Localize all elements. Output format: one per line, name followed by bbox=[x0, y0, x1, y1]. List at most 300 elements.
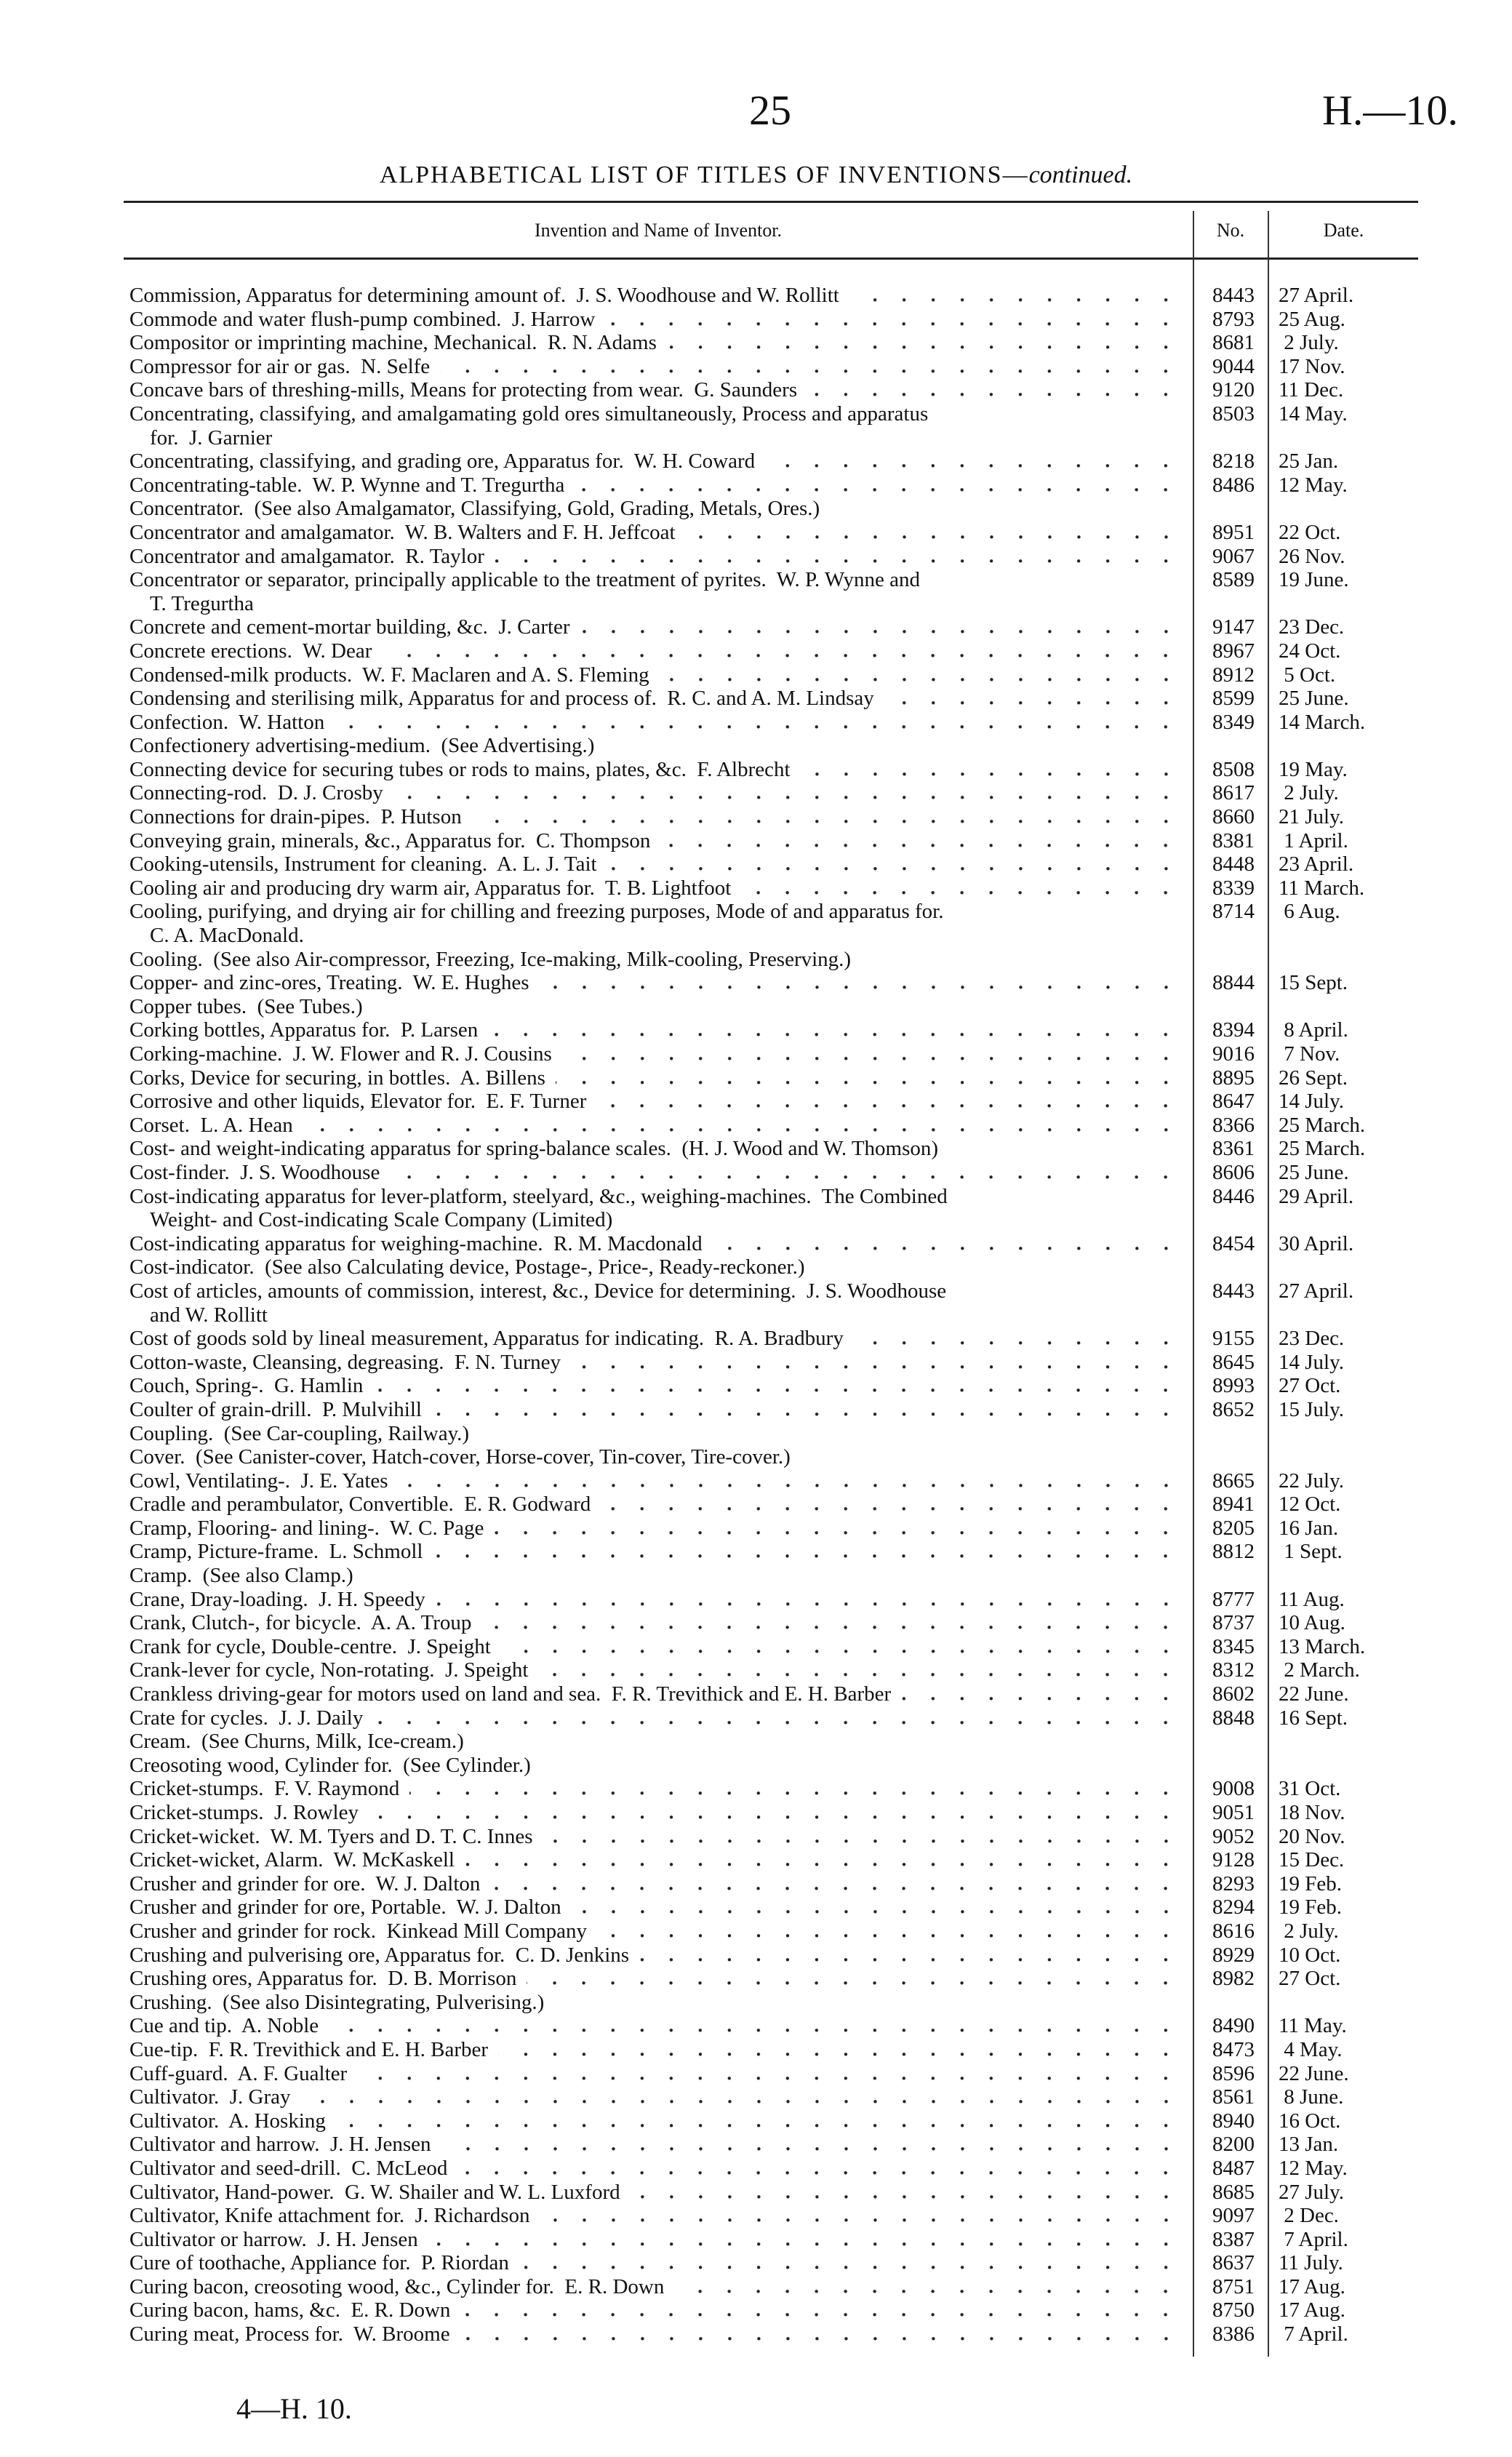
patent-number: 9051 bbox=[1212, 1801, 1255, 1824]
invention-text: Copper tubes. (See Tubes.) bbox=[129, 994, 363, 1018]
list-item bbox=[129, 1114, 1418, 1138]
patent-date: 15 Dec. bbox=[1279, 1848, 1345, 1872]
patent-date: 23 Dec. bbox=[1279, 1327, 1345, 1351]
list-item bbox=[129, 1517, 1418, 1541]
patent-number: 8737 bbox=[1212, 1611, 1255, 1635]
patent-date: 16 Jan. bbox=[1279, 1516, 1339, 1540]
list-item bbox=[129, 450, 1418, 474]
invention-text: Commission, Apparatus for determining amount of. J. S. Woodhouse and W. Rollitt bbox=[129, 284, 839, 307]
dot-leader bbox=[494, 1517, 1188, 1541]
list-item bbox=[129, 1018, 1418, 1042]
patent-date: 8 April. bbox=[1279, 1018, 1348, 1042]
invention-text: Cricket-wicket. W. M. Tyers and D. T. C. Innes bbox=[129, 1824, 533, 1848]
patent-date: 8 June. bbox=[1279, 2085, 1344, 2109]
inventions-list bbox=[129, 284, 1418, 2346]
invention-cell bbox=[129, 521, 1188, 545]
invention-text: Cultivator, Hand-power. G. W. Shailer and W. L. Luxford bbox=[129, 2180, 620, 2204]
patent-date: 27 July. bbox=[1279, 2180, 1344, 2204]
patent-number: 8660 bbox=[1212, 805, 1255, 829]
invention-cell bbox=[129, 1635, 1188, 1659]
patent-date: 12 May. bbox=[1279, 473, 1348, 497]
patent-date: 2 Dec. bbox=[1279, 2204, 1339, 2228]
patent-date: 16 Sept. bbox=[1279, 1706, 1348, 1730]
invention-cell bbox=[129, 2204, 1188, 2228]
invention-text: Connecting device for securing tubes or rods to mains, plates, &c. F. Albrecht bbox=[129, 757, 791, 781]
invention-cell bbox=[129, 1706, 1188, 1730]
patent-number: 8681 bbox=[1212, 331, 1255, 355]
patent-date: 11 Dec. bbox=[1279, 378, 1344, 402]
dot-leader bbox=[765, 450, 1188, 474]
list-item-continuation bbox=[129, 592, 1418, 616]
invention-text: Compressor for air or gas. N. Selfe bbox=[129, 354, 431, 378]
invention-text: C. A. MacDonald. bbox=[150, 924, 304, 948]
patent-date: 25 June. bbox=[1279, 687, 1349, 711]
invention-text: Cultivator. J. Gray bbox=[129, 2085, 291, 2109]
invention-cell bbox=[129, 308, 1188, 332]
dot-leader bbox=[488, 1018, 1188, 1042]
list-item-continuation bbox=[129, 1208, 1418, 1232]
invention-text: Corks, Device for securing, in bottles. A. Billens bbox=[129, 1066, 545, 1090]
patent-date: 7 April. bbox=[1279, 2227, 1348, 2251]
dot-leader bbox=[543, 1825, 1188, 1849]
dot-leader bbox=[571, 1351, 1188, 1375]
patent-number: 8685 bbox=[1212, 2180, 1255, 2204]
invention-cell bbox=[129, 1540, 1188, 1564]
patent-date: 18 Nov. bbox=[1279, 1801, 1345, 1824]
patent-date: 19 May. bbox=[1279, 757, 1348, 781]
invention-cell bbox=[129, 1872, 1188, 1896]
patent-number: 9016 bbox=[1212, 1042, 1255, 1066]
dot-leader bbox=[336, 2109, 1188, 2133]
invention-text: for. J. Garnier bbox=[150, 426, 273, 450]
list-item bbox=[129, 1255, 1418, 1279]
page-title bbox=[0, 161, 1512, 189]
invention-cell bbox=[129, 1895, 1188, 1919]
list-item bbox=[129, 1540, 1418, 1564]
invention-cell bbox=[129, 1090, 1188, 1114]
invention-text: Cultivator or harrow. J. H. Jensen bbox=[129, 2227, 418, 2251]
invention-cell bbox=[129, 450, 1188, 474]
list-item bbox=[129, 1611, 1418, 1635]
list-item bbox=[129, 1706, 1418, 1730]
list-item bbox=[129, 1374, 1418, 1398]
dot-leader bbox=[373, 1706, 1188, 1730]
list-item bbox=[129, 2204, 1418, 2228]
dot-leader bbox=[807, 378, 1188, 402]
invention-cell bbox=[129, 2109, 1188, 2133]
patent-number: 8647 bbox=[1212, 1090, 1255, 1114]
invention-text: Corking bottles, Apparatus for. P. Larsen bbox=[129, 1018, 479, 1042]
list-item bbox=[129, 1422, 1418, 1446]
invention-text: Creosoting wood, Cylinder for. (See Cylinder.) bbox=[129, 1753, 531, 1777]
patent-date: 25 March. bbox=[1279, 1137, 1366, 1161]
dot-leader bbox=[562, 1042, 1188, 1066]
patent-date: 25 June. bbox=[1279, 1160, 1349, 1184]
patent-date: 4 May. bbox=[1279, 2037, 1343, 2061]
dot-leader bbox=[540, 971, 1188, 995]
invention-cell bbox=[129, 758, 1188, 782]
invention-cell bbox=[150, 1208, 1188, 1232]
list-item bbox=[129, 1327, 1418, 1351]
patent-number: 8929 bbox=[1212, 1943, 1255, 1967]
list-item bbox=[129, 971, 1418, 995]
patent-number: 8387 bbox=[1212, 2227, 1255, 2251]
invention-cell bbox=[129, 852, 1188, 876]
patent-date: 1 Sept. bbox=[1279, 1540, 1343, 1564]
invention-cell bbox=[129, 1777, 1188, 1801]
patent-number: 8490 bbox=[1212, 2014, 1255, 2038]
patent-date: 22 Oct. bbox=[1279, 520, 1341, 544]
list-item bbox=[129, 2133, 1418, 2157]
patent-number: 8443 bbox=[1212, 1279, 1255, 1303]
dot-leader bbox=[556, 1066, 1188, 1090]
invention-cell bbox=[129, 805, 1188, 829]
patent-date: 22 June. bbox=[1279, 1682, 1349, 1706]
patent-date: 7 Nov. bbox=[1279, 1042, 1340, 1066]
invention-text: Cricket-stumps. F. V. Raymond bbox=[129, 1777, 400, 1801]
invention-cell bbox=[129, 1255, 1188, 1279]
invention-cell bbox=[129, 1754, 1188, 1778]
patent-number: 8665 bbox=[1212, 1469, 1255, 1493]
patent-date: 22 July. bbox=[1279, 1469, 1344, 1493]
invention-cell bbox=[129, 1042, 1188, 1066]
invention-cell bbox=[150, 924, 1188, 948]
list-item bbox=[129, 876, 1418, 900]
list-item bbox=[129, 1895, 1418, 1919]
invention-text: Crank for cycle, Double-centre. J. Speight bbox=[129, 1634, 491, 1658]
invention-cell bbox=[129, 2251, 1188, 2275]
list-item bbox=[129, 995, 1418, 1019]
invention-cell bbox=[129, 402, 1188, 426]
patent-date: 14 March. bbox=[1279, 710, 1366, 734]
invention-cell bbox=[150, 1303, 1188, 1327]
invention-text: Connections for drain-pipes. P. Hutson bbox=[129, 805, 462, 829]
list-item bbox=[129, 474, 1418, 498]
column-header-no: No. bbox=[1216, 220, 1245, 241]
invention-text: Cost-finder. J. S. Woodhouse bbox=[129, 1160, 380, 1184]
list-item bbox=[129, 2322, 1418, 2346]
invention-cell bbox=[129, 900, 1188, 924]
list-item bbox=[129, 1161, 1418, 1185]
dot-leader bbox=[382, 639, 1188, 663]
patent-number: 8487 bbox=[1212, 2156, 1255, 2180]
list-item bbox=[129, 1090, 1418, 1114]
dot-leader bbox=[329, 2014, 1188, 2038]
list-item bbox=[129, 1445, 1418, 1469]
list-item bbox=[129, 497, 1418, 521]
invention-text: Concentrator and amalgamator. R. Taylor bbox=[129, 544, 484, 568]
patent-date: 27 Oct. bbox=[1279, 1967, 1341, 1991]
patent-number: 8940 bbox=[1212, 2109, 1255, 2133]
invention-cell bbox=[129, 687, 1188, 711]
invention-text: Crushing. (See also Disintegrating, Pulverising.) bbox=[129, 1990, 545, 2014]
invention-cell bbox=[129, 1279, 1188, 1303]
invention-cell bbox=[129, 331, 1188, 355]
invention-text: Cowl, Ventilating-. J. E. Yates bbox=[129, 1469, 388, 1493]
list-item-continuation bbox=[129, 924, 1418, 948]
patent-number: 8951 bbox=[1212, 520, 1255, 544]
invention-cell bbox=[129, 1588, 1188, 1612]
dot-leader bbox=[607, 852, 1188, 876]
list-item bbox=[129, 805, 1418, 829]
patent-date: 25 Jan. bbox=[1279, 450, 1339, 474]
patent-date: 19 Feb. bbox=[1279, 1895, 1342, 1919]
invention-cell bbox=[129, 1682, 1188, 1706]
list-item bbox=[129, 1730, 1418, 1754]
dot-leader bbox=[440, 355, 1188, 379]
invention-cell bbox=[129, 1422, 1188, 1446]
patent-number: 8844 bbox=[1212, 971, 1255, 995]
patent-date: 15 Sept. bbox=[1279, 971, 1348, 995]
patent-number: 9120 bbox=[1212, 378, 1255, 402]
dot-leader bbox=[457, 2157, 1188, 2181]
invention-text: Weight- and Cost-indicating Scale Company (Limited) bbox=[150, 1208, 613, 1232]
list-item bbox=[129, 378, 1418, 402]
patent-number: 8941 bbox=[1212, 1493, 1255, 1517]
dot-leader bbox=[572, 1895, 1188, 1919]
patent-number: 8812 bbox=[1212, 1540, 1255, 1564]
invention-cell bbox=[129, 829, 1188, 853]
list-item bbox=[129, 781, 1418, 805]
patent-date: 16 Oct. bbox=[1279, 2109, 1341, 2133]
patent-date: 23 April. bbox=[1279, 852, 1354, 876]
dot-leader bbox=[303, 1114, 1188, 1138]
list-item bbox=[129, 1801, 1418, 1825]
list-item bbox=[129, 1943, 1418, 1967]
invention-text: Cramp. (See also Clamp.) bbox=[129, 1564, 353, 1588]
dot-leader bbox=[884, 687, 1188, 711]
invention-cell bbox=[129, 1374, 1188, 1398]
invention-cell bbox=[129, 1469, 1188, 1493]
invention-text: Cultivator. A. Hosking bbox=[129, 2109, 326, 2133]
invention-cell bbox=[129, 2133, 1188, 2157]
invention-cell bbox=[129, 1398, 1188, 1422]
invention-cell bbox=[129, 1943, 1188, 1967]
list-item-continuation bbox=[129, 426, 1418, 450]
dot-leader bbox=[390, 1161, 1188, 1185]
invention-text: Cradle and perambulator, Convertible. E. R. Godward bbox=[129, 1493, 591, 1517]
invention-cell bbox=[129, 948, 1188, 972]
invention-text: Cue-tip. F. R. Trevithick and E. H. Barber bbox=[129, 2037, 489, 2061]
invention-text: Crushing and pulverising ore, Apparatus for. C. D. Jenkins bbox=[129, 1943, 630, 1967]
invention-text: Compositor or imprinting machine, Mechanical. R. N. Adams bbox=[129, 331, 657, 355]
invention-text: Coupling. (See Car-coupling, Railway.) bbox=[129, 1421, 470, 1445]
patent-number: 8652 bbox=[1212, 1397, 1255, 1421]
title-suffix: continued. bbox=[1028, 161, 1133, 188]
dot-leader bbox=[357, 2062, 1188, 2086]
dot-leader bbox=[605, 308, 1188, 332]
patent-number: 8361 bbox=[1212, 1137, 1255, 1161]
patent-date: 13 March. bbox=[1279, 1634, 1366, 1658]
invention-text: Corrosive and other liquids, Elevator for. E. F. Turner bbox=[129, 1090, 587, 1114]
list-item bbox=[129, 1872, 1418, 1896]
patent-number: 9008 bbox=[1212, 1777, 1255, 1801]
patent-date: 2 July. bbox=[1279, 1919, 1339, 1943]
invention-text: Concentrator or separator, principally applicable to the treatment of pyrites. W. P. Wynne and bbox=[129, 568, 920, 592]
dot-leader bbox=[741, 876, 1188, 900]
patent-number: 8345 bbox=[1212, 1634, 1255, 1658]
invention-text: Concave bars of threshing-mills, Means for protecting from wear. G. Saunders bbox=[129, 378, 798, 402]
dot-leader bbox=[409, 1777, 1188, 1801]
list-item bbox=[129, 1777, 1418, 1801]
invention-cell bbox=[129, 1848, 1188, 1872]
invention-cell bbox=[129, 1919, 1188, 1943]
invention-text: Crusher and grinder for ore. W. J. Dalton bbox=[129, 1871, 481, 1895]
invention-cell bbox=[129, 1658, 1188, 1682]
invention-text: Crusher and grinder for ore, Portable. W. J. Dalton bbox=[129, 1895, 561, 1919]
invention-cell bbox=[129, 497, 1188, 521]
patent-date: 17 Aug. bbox=[1279, 2274, 1345, 2298]
invention-text: Connecting-rod. D. J. Crosby bbox=[129, 781, 383, 805]
invention-cell bbox=[129, 474, 1188, 498]
patent-number: 8561 bbox=[1212, 2085, 1255, 2109]
list-item bbox=[129, 1588, 1418, 1612]
list-item bbox=[129, 284, 1418, 308]
invention-cell bbox=[129, 2085, 1188, 2109]
list-item bbox=[129, 758, 1418, 782]
list-item bbox=[129, 900, 1418, 924]
invention-text: Cost of articles, amounts of commission, interest, &c., Device for determining. J. S. Woodhouse bbox=[129, 1279, 947, 1303]
patent-number: 8606 bbox=[1212, 1160, 1255, 1184]
invention-text: Cost-indicating apparatus for lever-platform, steelyard, &c., weighing-machines. The Combined bbox=[129, 1184, 948, 1208]
invention-text: Cooling air and producing dry warm air, Apparatus for. T. B. Lightfoot bbox=[129, 876, 732, 900]
list-item bbox=[129, 2062, 1418, 2086]
dot-leader bbox=[465, 1848, 1188, 1872]
invention-cell bbox=[129, 355, 1188, 379]
list-item bbox=[129, 2275, 1418, 2299]
list-item bbox=[129, 1398, 1418, 1422]
patent-date: 11 March. bbox=[1279, 876, 1365, 900]
list-item bbox=[129, 568, 1418, 592]
invention-text: Cultivator and seed-drill. C. McLeod bbox=[129, 2156, 448, 2180]
dot-leader bbox=[393, 781, 1188, 805]
list-item bbox=[129, 1967, 1418, 1991]
patent-number: 8446 bbox=[1212, 1184, 1255, 1208]
invention-cell bbox=[129, 1493, 1188, 1517]
invention-text: Curing bacon, hams, &c. E. R. Down bbox=[129, 2298, 451, 2322]
invention-cell bbox=[150, 426, 1188, 450]
document-reference: H.—10. bbox=[1322, 87, 1458, 134]
dot-leader bbox=[639, 1943, 1188, 1967]
invention-text: Corking-machine. J. W. Flower and R. J. Cousins bbox=[129, 1042, 552, 1066]
patent-date: 31 Oct. bbox=[1279, 1777, 1341, 1801]
list-item bbox=[129, 2085, 1418, 2109]
dot-leader bbox=[481, 1611, 1188, 1635]
patent-date: 10 Oct. bbox=[1279, 1943, 1341, 1967]
invention-text: Concentrating, classifying, and grading ore, Apparatus for. W. H. Coward bbox=[129, 450, 756, 474]
patent-number: 9155 bbox=[1212, 1327, 1255, 1351]
dot-leader bbox=[498, 2038, 1188, 2062]
dot-leader bbox=[472, 805, 1188, 829]
dot-leader bbox=[849, 284, 1188, 308]
dot-leader bbox=[538, 1658, 1188, 1682]
dot-leader bbox=[335, 711, 1188, 735]
list-item bbox=[129, 1232, 1418, 1256]
dot-leader bbox=[527, 1967, 1188, 1991]
patent-number: 8394 bbox=[1212, 1018, 1255, 1042]
list-item bbox=[129, 2251, 1418, 2275]
invention-cell bbox=[129, 734, 1188, 758]
dot-leader bbox=[575, 474, 1188, 498]
invention-cell bbox=[129, 1114, 1188, 1138]
invention-text: Crate for cycles. J. J. Daily bbox=[129, 1706, 364, 1730]
dot-leader bbox=[490, 1872, 1188, 1896]
invention-text: Couch, Spring-. G. Hamlin bbox=[129, 1374, 364, 1398]
dot-leader bbox=[580, 615, 1188, 639]
patent-number: 8602 bbox=[1212, 1682, 1255, 1706]
patent-number: 8848 bbox=[1212, 1706, 1255, 1730]
patent-date: 7 April. bbox=[1279, 2322, 1348, 2346]
list-item bbox=[129, 1469, 1418, 1493]
invention-cell bbox=[129, 2322, 1188, 2346]
list-item bbox=[129, 1848, 1418, 1872]
list-item bbox=[129, 1635, 1418, 1659]
patent-number: 8617 bbox=[1212, 781, 1255, 805]
dot-leader bbox=[519, 2251, 1188, 2275]
invention-text: Cotton-waste, Cleansing, degreasing. F. N. Turney bbox=[129, 1350, 561, 1374]
patent-date: 30 April. bbox=[1279, 1231, 1354, 1255]
list-item bbox=[129, 2181, 1418, 2205]
patent-date: 23 Dec. bbox=[1279, 615, 1345, 639]
column-header-date: Date. bbox=[1323, 220, 1364, 241]
patent-number: 8508 bbox=[1212, 757, 1255, 781]
dot-leader bbox=[601, 1493, 1188, 1517]
invention-cell bbox=[129, 568, 1188, 592]
invention-cell bbox=[129, 2157, 1188, 2181]
list-item bbox=[129, 1351, 1418, 1375]
dot-leader bbox=[854, 1327, 1188, 1351]
title-text: ALPHABETICAL LIST OF TITLES OF INVENTIONS— bbox=[379, 161, 1029, 188]
invention-cell bbox=[129, 615, 1188, 639]
patent-number: 8589 bbox=[1212, 568, 1255, 592]
patent-number: 8454 bbox=[1212, 1231, 1255, 1255]
list-item bbox=[129, 852, 1418, 876]
patent-number: 8366 bbox=[1212, 1113, 1255, 1137]
patent-number: 8205 bbox=[1212, 1516, 1255, 1540]
invention-cell bbox=[129, 1611, 1188, 1635]
patent-number: 9052 bbox=[1212, 1824, 1255, 1848]
patent-number: 8293 bbox=[1212, 1871, 1255, 1895]
invention-text: Cricket-stumps. J. Rowley bbox=[129, 1801, 359, 1824]
invention-cell bbox=[129, 995, 1188, 1019]
dot-leader bbox=[432, 1398, 1188, 1422]
dot-leader bbox=[436, 1588, 1188, 1612]
list-item bbox=[129, 1493, 1418, 1517]
invention-text: Concentrating-table. W. P. Wynne and T. Tregurtha bbox=[129, 473, 565, 497]
list-item bbox=[129, 2157, 1418, 2181]
patent-date: 19 June. bbox=[1279, 568, 1349, 592]
invention-text: Confection. W. Hatton bbox=[129, 710, 325, 734]
patent-number: 8596 bbox=[1212, 2061, 1255, 2085]
invention-text: Cramp, Flooring- and lining-. W. C. Page bbox=[129, 1516, 484, 1540]
dot-leader bbox=[301, 2085, 1188, 2109]
invention-cell bbox=[129, 711, 1188, 735]
dot-leader bbox=[660, 663, 1188, 687]
list-item bbox=[129, 1754, 1418, 1778]
dot-leader bbox=[433, 1540, 1188, 1564]
list-item bbox=[129, 355, 1418, 379]
header-bottom-rule bbox=[124, 257, 1418, 260]
list-item-continuation bbox=[129, 1303, 1418, 1327]
invention-text: Condensing and sterilising milk, Apparatus for and process of. R. C. and A. M. Lindsay bbox=[129, 687, 874, 711]
list-item bbox=[129, 687, 1418, 711]
dot-leader bbox=[901, 1682, 1188, 1706]
patent-number: 8448 bbox=[1212, 852, 1255, 876]
invention-text: Cooling. (See also Air-compressor, Freezing, Ice-making, Milk-cooling, Preserving.) bbox=[129, 947, 852, 971]
invention-cell bbox=[129, 378, 1188, 402]
invention-text: Cost of goods sold by lineal measurement, Apparatus for indicating. R. A. Bradbury bbox=[129, 1327, 844, 1351]
patent-date: 17 Nov. bbox=[1279, 354, 1345, 378]
